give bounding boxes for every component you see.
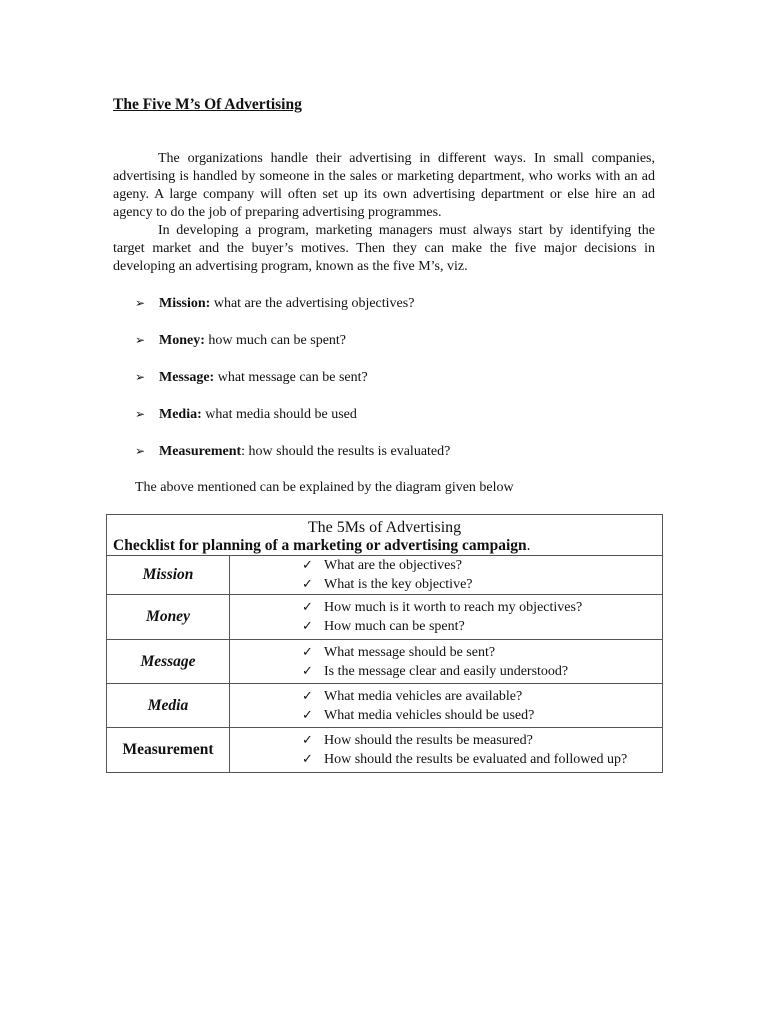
row-label: Measurement — [107, 728, 230, 773]
checklist-item: ✓ What is the key objective? — [302, 577, 473, 592]
table-header — [107, 515, 663, 556]
table-header-row — [107, 515, 663, 556]
bullet-text: : how should the results is evaluated? — [241, 444, 451, 459]
check-icon: ✓ — [302, 558, 313, 573]
check-icon: ✓ — [302, 663, 313, 679]
row-items — [230, 728, 663, 773]
checklist-item: ✓ What media vehicles are available? — [302, 688, 523, 704]
arrow-bullet-icon: ➢ — [135, 333, 146, 347]
row-items — [230, 684, 663, 728]
list-item-message — [135, 368, 450, 405]
row-label: Money — [107, 595, 230, 640]
list-item-mission — [135, 294, 450, 331]
row-items — [230, 556, 663, 595]
checklist-item: ✓ How much can be spent? — [302, 619, 465, 634]
list-item-measurement — [135, 442, 450, 479]
table-subtitle: Checklist for planning of a marketing or advertising campaign. — [113, 537, 531, 554]
table-row — [107, 684, 663, 728]
intro-text — [113, 150, 655, 276]
check-icon: ✓ — [302, 688, 313, 704]
five-ms-table — [106, 514, 663, 773]
bullet-term: Media: — [159, 407, 202, 422]
bullet-text: what message can be sent? — [214, 370, 368, 385]
bullet-term: Measurement — [159, 444, 242, 459]
check-icon: ✓ — [302, 707, 313, 723]
bullet-text: how much can be spent? — [204, 333, 347, 348]
check-icon: ✓ — [302, 577, 313, 592]
list-item-money — [135, 331, 450, 368]
bullet-text: what are the advertising objectives? — [210, 296, 415, 311]
checklist-item: ✓ How should the results be measured? — [302, 733, 533, 748]
checklist-item: ✓ How much is it worth to reach my objectives? — [302, 600, 583, 615]
list-item-media — [135, 405, 450, 442]
bullet-term: Message: — [159, 370, 215, 385]
table-row — [107, 728, 663, 773]
checklist-item: ✓ What are the objectives? — [302, 558, 462, 573]
intro-paragraph: The organizations handle their advertising in different ways. In small companies, advertising is handled by someone in the sales or marketing department, who works with an ad ageny. A large company will often set up its own advertising department or else hire an ad agency to do the job of preparing advertising programmes. — [113, 151, 655, 220]
row-items — [230, 595, 663, 640]
bullet-term: Mission: — [159, 296, 211, 311]
table-row — [107, 556, 663, 595]
arrow-bullet-icon: ➢ — [135, 296, 146, 310]
row-label: Media — [107, 684, 230, 728]
table-title: The 5Ms of Advertising — [307, 519, 462, 536]
bullet-text: what media should be used — [201, 407, 357, 422]
bullet-term: Money: — [159, 333, 205, 348]
diagram-caption: The above mentioned can be explained by the diagram given below — [135, 480, 514, 495]
checklist-item: ✓ What media vehicles should be used? — [302, 707, 535, 723]
five-ms-list — [135, 294, 450, 479]
row-label: Mission — [107, 556, 230, 595]
row-label: Message — [107, 640, 230, 684]
row-items — [230, 640, 663, 684]
arrow-bullet-icon: ➢ — [135, 407, 146, 421]
check-icon: ✓ — [302, 733, 313, 748]
checklist-item: ✓ Is the message clear and easily understood? — [302, 663, 569, 679]
check-icon: ✓ — [302, 644, 313, 660]
arrow-bullet-icon: ➢ — [135, 444, 146, 458]
intro-paragraph: In developing a program, marketing managers must always start by identifying the target market and the buyer’s motives. Then they can make the five major decisions in developing an advertising program, known as the five M’s, viz. — [113, 223, 655, 274]
arrow-bullet-icon: ➢ — [135, 370, 146, 384]
checklist-item: ✓ What message should be sent? — [302, 644, 496, 660]
check-icon: ✓ — [302, 619, 313, 634]
check-icon: ✓ — [302, 600, 313, 615]
page-title: The Five M’s Of Advertising — [113, 96, 302, 113]
checklist-item: ✓ How should the results be evaluated and followed up? — [302, 752, 628, 767]
table-row — [107, 640, 663, 684]
table-row — [107, 595, 663, 640]
check-icon: ✓ — [302, 752, 313, 767]
